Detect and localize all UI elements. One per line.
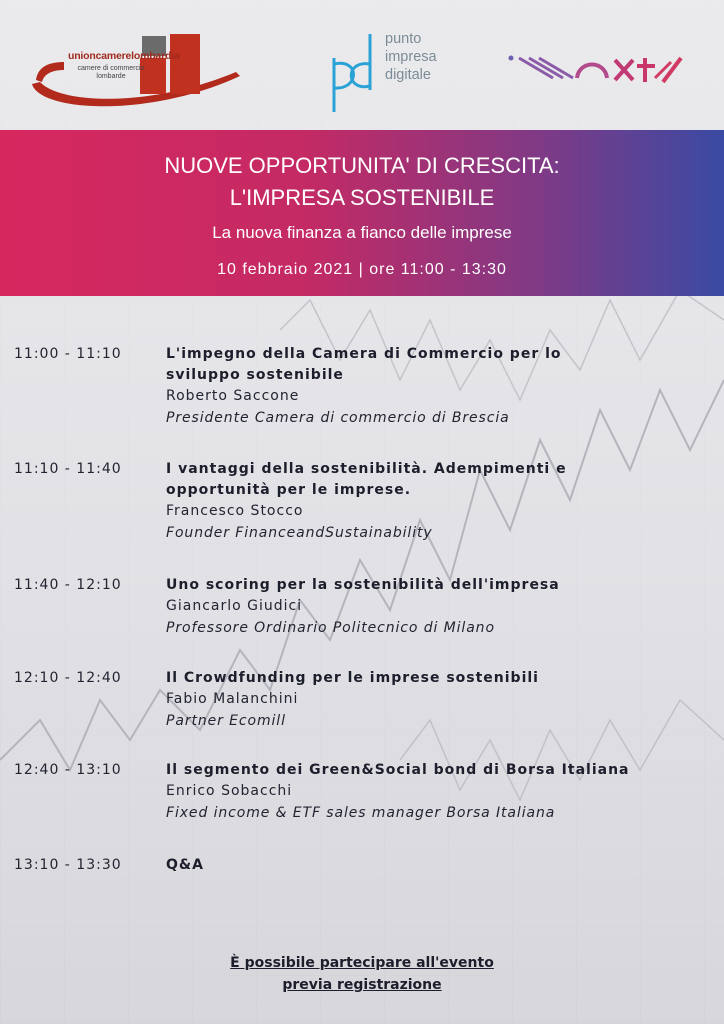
punto-impresa-digitale-logo [330,28,460,114]
next-emblem-icon [505,48,685,92]
agenda-time: 13:10 - 13:30 [14,857,122,873]
speaker-name: Fabio Malanchini [166,691,299,707]
unioncamere-subtitle-line2: lombarde [96,73,126,80]
next-logo [505,48,685,92]
speaker-role: Presidente Camera di commercio di Brescia [166,410,510,426]
speaker-name: Roberto Saccone [166,388,300,404]
speaker-role: Partner Ecomill [166,713,286,729]
speaker-role: Founder FinanceandSustainability [166,525,433,541]
agenda-content [166,855,716,876]
unioncamere-subtitle-line1: camere di commercio [77,65,145,72]
talk-title-line: I vantaggi della sostenibilità. Adempimenti e [166,461,567,477]
agenda-content [166,760,716,824]
agenda-content [166,459,716,544]
agenda-time: 11:00 - 11:10 [14,346,122,362]
agenda-content [166,575,716,639]
unioncamere-subtitle [70,65,152,81]
unioncamere-name: unioncamerelombardia [68,50,180,62]
agenda-content [166,668,716,732]
pid-line3: digitale [385,67,431,83]
registration-link-line1[interactable]: È possibile partecipare all'evento [230,955,494,971]
unioncamere-logo [30,32,244,114]
speaker-name: Francesco Stocco [166,503,304,519]
agenda-time: 11:10 - 11:40 [14,461,122,477]
event-date: 10 febbraio 2021 | ore 11:00 - 13:30 [217,261,507,278]
agenda-time: 12:40 - 13:10 [14,762,122,778]
event-subtitle: La nuova finanza a fianco delle imprese [212,223,512,242]
pid-emblem-icon [330,28,382,114]
speaker-name: Enrico Sobacchi [166,783,293,799]
agenda-time: 11:40 - 12:10 [14,577,122,593]
title-banner [0,130,724,296]
event-title-line1: NUOVE OPPORTUNITA' DI CRESCITA: [164,153,560,178]
pid-line2: impresa [385,49,437,65]
talk-title-line: Il Crowdfunding per le imprese sostenibili [166,670,539,686]
speaker-name: Giancarlo Giudici [166,598,303,614]
talk-title-line: L'impegno della Camera di Commercio per lo [166,346,562,362]
registration-note[interactable] [0,952,724,996]
speaker-role: Fixed income & ETF sales manager Borsa Italiana [166,805,556,821]
logo-bar [0,0,724,130]
talk-title-line: opportunità per le imprese. [166,482,412,498]
event-title-line2: L'IMPRESA SOSTENIBILE [229,185,495,210]
talk-title-line: Q&A [166,857,204,873]
talk-title-line: Uno scoring per la sostenibilità dell'impresa [166,577,560,593]
agenda-time: 12:10 - 12:40 [14,670,122,686]
agenda-content [166,344,716,429]
talk-title-line: Il segmento dei Green&Social bond di Borsa Italiana [166,762,630,778]
registration-link-line2[interactable]: previa registrazione [282,977,442,993]
talk-title-line: sviluppo sostenibile [166,367,344,383]
pid-line1: punto [385,31,422,47]
speaker-role: Professore Ordinario Politecnico di Milano [166,620,495,636]
pid-wordmark [385,30,437,84]
